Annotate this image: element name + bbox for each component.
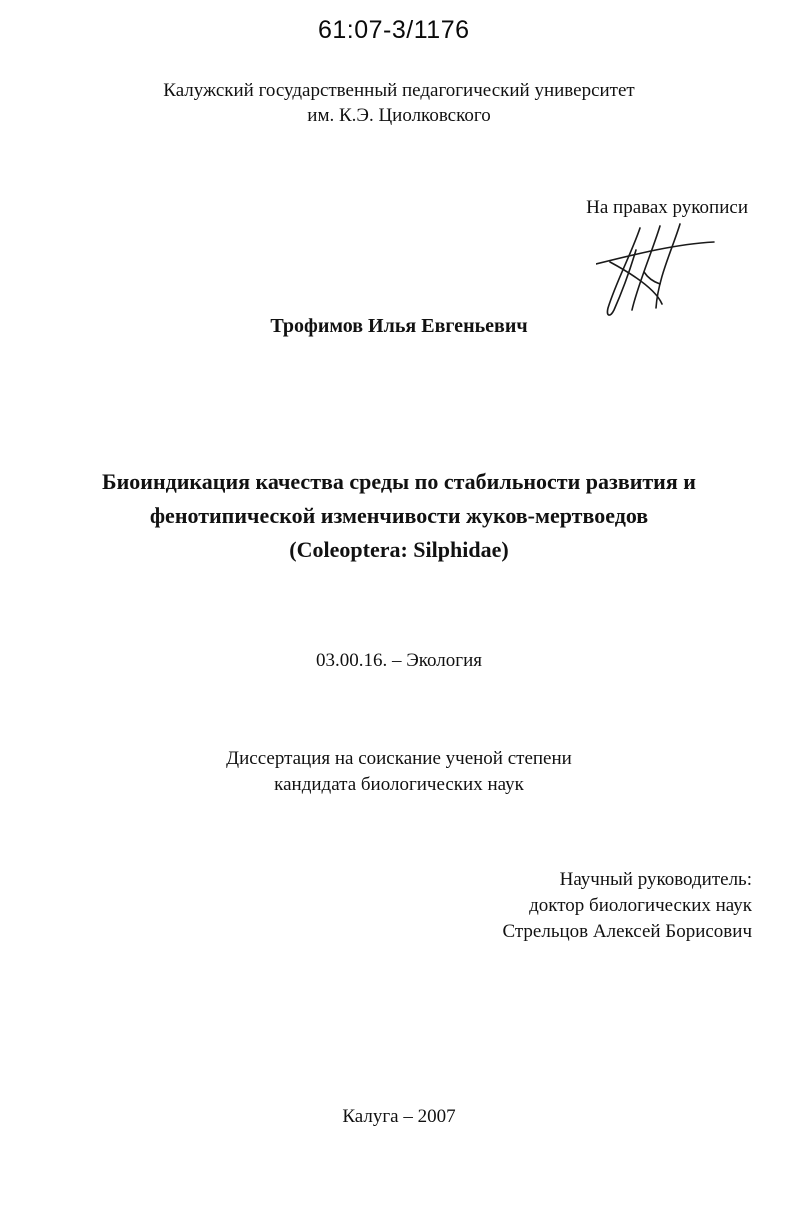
title-line-1: Биоиндикация качества среды по стабильности развития и: [102, 469, 696, 494]
dissertation-title: [0, 465, 798, 567]
thesis-line-2: кандидата биологических наук: [274, 774, 524, 795]
author-name: Трофимов Илья Евгеньевич: [270, 315, 528, 337]
title-line-3: (Coleoptera: Silphidae): [289, 537, 509, 562]
university-name: Калужский государственный педагогический университет: [163, 80, 635, 101]
advisor-role: Научный руководитель:: [559, 869, 752, 890]
university-block: [0, 78, 798, 128]
thesis-line-1: Диссертация на соискание ученой степени: [226, 748, 572, 769]
thesis-degree-block: [0, 746, 798, 798]
university-named-after: им. К.Э. Циолковского: [307, 105, 491, 126]
advisor-name: Стрельцов Алексей Борисович: [502, 921, 752, 942]
signature-icon: [596, 222, 718, 322]
advisor-degree: доктор биологических наук: [529, 895, 752, 916]
specialty-code: 03.00.16. – Экология: [316, 650, 482, 671]
title-line-2: фенотипической изменчивости жуков-мертвоедов: [149, 503, 649, 528]
registry-number: 61:07-3/1176: [318, 16, 470, 44]
advisor-block: [502, 867, 752, 945]
manuscript-rights-note: На правах рукописи: [586, 197, 748, 218]
city-year: Калуга – 2007: [342, 1106, 456, 1127]
